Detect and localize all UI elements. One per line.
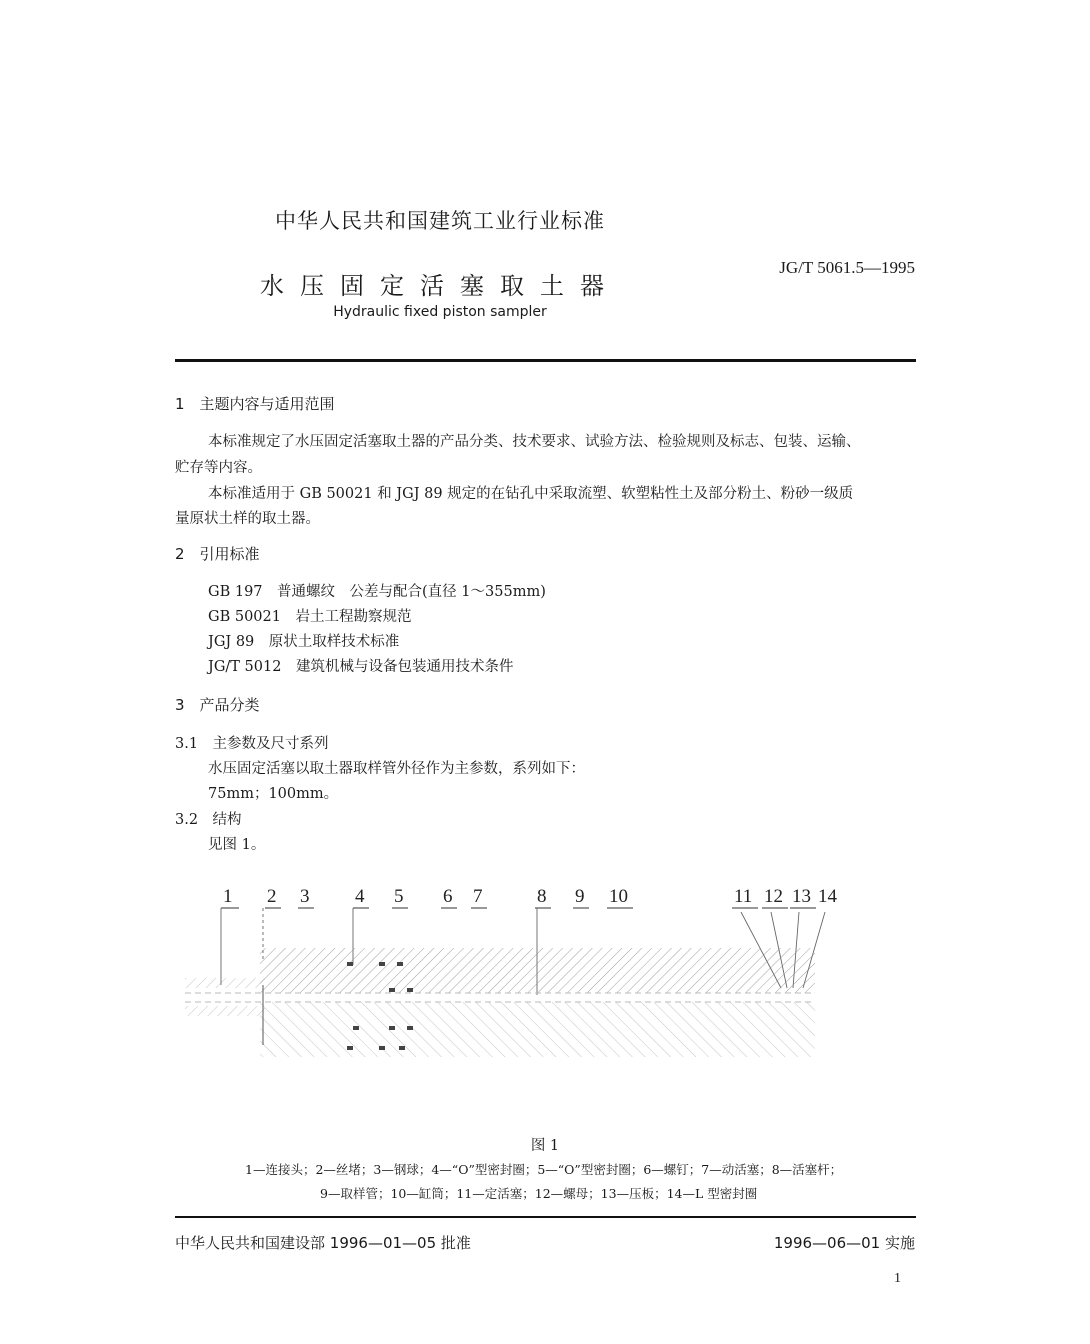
section-3-2-heading: 3.2 结构	[175, 812, 242, 828]
reference-item: GB 197 普通螺纹 公差与配合(直径 1～355mm)	[208, 584, 546, 600]
document-title-cn: 水压固定活塞取土器	[260, 272, 620, 300]
part-label-12: 12	[764, 886, 783, 907]
section-3-1-line-1: 水压固定活塞以取土器取样管外径作为主参数，系列如下：	[208, 761, 585, 777]
section-3-heading: 3 产品分类	[175, 696, 260, 714]
figure-1-legend-line-2: 9—取样管；10—缸筒；11—定活塞；12—螺母；13—压板；14—L 型密封圈	[320, 1186, 758, 1201]
part-label-2: 2	[267, 886, 277, 907]
footer-divider	[175, 1216, 916, 1218]
effective-date: 1996—06—01 实施	[773, 1234, 915, 1252]
part-label-3: 3	[300, 886, 310, 907]
section-1-para-2-line-2: 量原状土样的取土器。	[175, 511, 320, 527]
section-3-2-line-1: 见图 1。	[208, 837, 266, 853]
part-label-13: 13	[792, 886, 811, 907]
part-label-5: 5	[394, 886, 404, 907]
figure-1-legend-line-1: 1—连接头；2—丝堵；3—钢球；4—“O”型密封圈；5—“O”型密封圈；6—螺钉；7—动活塞；8—活塞杆；	[245, 1162, 843, 1177]
page-number: 1	[894, 1271, 901, 1286]
reference-item: JG/T 5012 建筑机械与设备包装通用技术条件	[208, 659, 514, 675]
document-title-en: Hydraulic fixed piston sampler	[333, 304, 547, 320]
section-1-para-1-line-1: 本标准规定了水压固定活塞取土器的产品分类、技术要求、试验方法、检验规则及标志、包装、运输、	[208, 434, 861, 450]
figure-1-caption: 图 1	[530, 1138, 560, 1154]
part-label-10: 10	[609, 886, 628, 907]
figure-1-sampler-drawing	[175, 880, 835, 1080]
section-3-1-line-2: 75mm；100mm。	[208, 786, 339, 802]
part-label-14: 14	[818, 886, 837, 907]
standard-number: JG/T 5061.5—1995	[779, 258, 915, 277]
part-label-1: 1	[223, 886, 233, 907]
reference-item: GB 50021 岩土工程勘察规范	[208, 609, 412, 625]
part-label-11: 11	[734, 886, 753, 907]
issuing-body-header: 中华人民共和国建筑工业行业标准	[275, 209, 605, 233]
section-3-1-heading: 3.1 主参数及尺寸系列	[175, 736, 329, 752]
section-2-heading: 2 引用标准	[175, 545, 260, 563]
part-label-4: 4	[355, 886, 365, 907]
part-label-6: 6	[443, 886, 453, 907]
part-label-9: 9	[575, 886, 585, 907]
header-divider	[175, 359, 916, 362]
part-label-7: 7	[473, 886, 483, 907]
reference-item: JGJ 89 原状土取样技术标准	[208, 634, 400, 650]
part-label-8: 8	[537, 886, 547, 907]
section-1-para-2-line-1: 本标准适用于 GB 50021 和 JGJ 89 规定的在钻孔中采取流塑、软塑粘性土及部分粉土、粉砂一级质	[208, 486, 854, 502]
approval-statement: 中华人民共和国建设部 1996—01—05 批准	[175, 1234, 471, 1252]
section-1-para-1-line-2: 贮存等内容。	[175, 460, 262, 476]
section-1-heading: 1 主题内容与适用范围	[175, 395, 335, 413]
sampler-cross-section	[175, 880, 835, 1080]
